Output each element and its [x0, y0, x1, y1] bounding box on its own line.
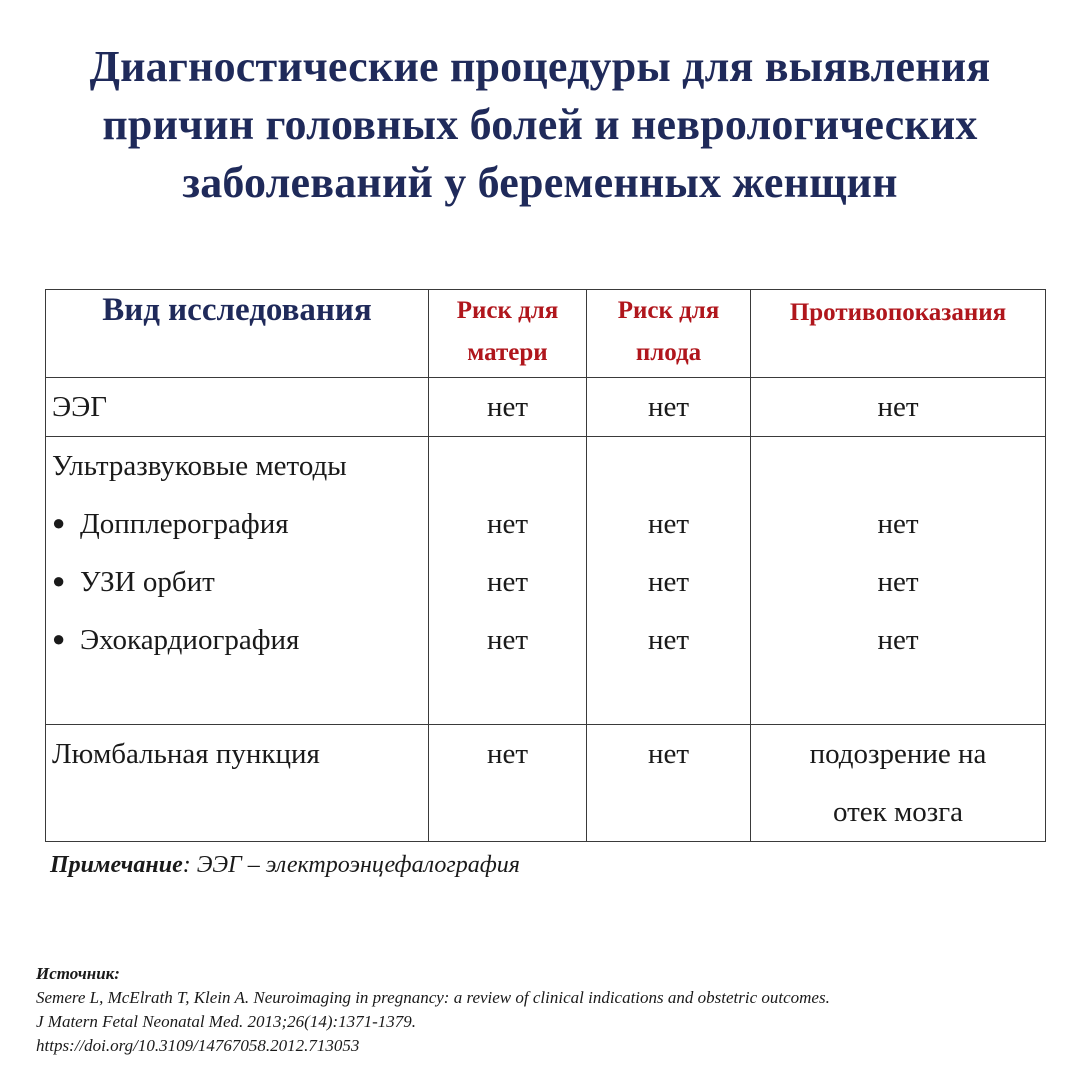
eeg-name: ЭЭГ	[46, 378, 429, 437]
ultrasound-fetus-risk	[587, 437, 751, 725]
header-contraindications: Противопоказания	[751, 290, 1046, 378]
orbit-us-mother-risk: нет	[486, 566, 529, 598]
echo-name: Эхокардиография	[80, 624, 300, 656]
table-row-lumbar	[46, 725, 1046, 842]
echo-fetus-risk: нет	[647, 624, 690, 656]
orbit-us-contra: нет	[877, 566, 919, 598]
lumbar-contraindications	[751, 725, 1046, 842]
lumbar-mother-risk: нет	[429, 725, 587, 842]
lumbar-contra-line1: подозрение на	[809, 738, 987, 770]
source-doi: https://doi.org/10.3109/14767058.2012.713053	[36, 1036, 360, 1055]
eeg-fetus-risk: нет	[587, 378, 751, 437]
echo-mother-risk: нет	[486, 624, 529, 656]
title-line-3: заболеваний у беременных женщин	[182, 158, 898, 207]
header-mother-risk-line2: матери	[467, 339, 548, 366]
header-mother-risk	[429, 290, 587, 378]
ultrasound-mother-risk	[429, 437, 587, 725]
eeg-mother-risk: нет	[429, 378, 587, 437]
ultrasound-group-label: Ультразвуковые методы	[52, 450, 347, 482]
source-label: Источник:	[36, 964, 120, 983]
source-line-1: Semere L, McElrath T, Klein A. Neuroimaging in pregnancy: a review of clinical indications and obstetric outcomes.	[36, 988, 830, 1007]
ultrasound-names	[46, 437, 429, 725]
lumbar-name: Люмбальная пункция	[46, 725, 429, 842]
bullet-icon: ●	[52, 626, 66, 651]
header-fetus-risk	[587, 290, 751, 378]
doppler-mother-risk: нет	[486, 508, 529, 540]
header-fetus-risk-line2: плода	[635, 339, 702, 366]
title-line-1: Диагностические процедуры для выявления	[89, 42, 991, 91]
header-fetus-risk-line1: Риск для	[617, 297, 720, 324]
ultrasound-contraindications	[751, 437, 1046, 725]
title-line-2: причин головных болей и неврологических	[102, 100, 978, 149]
note-text: : ЭЭГ – электроэнцефалография	[182, 852, 520, 878]
echo-contra: нет	[877, 624, 919, 656]
source-line-2: J Matern Fetal Neonatal Med. 2013;26(14):1371-1379.	[36, 1012, 417, 1031]
doppler-contra: нет	[877, 508, 919, 540]
table-row-ultrasound	[46, 437, 1046, 725]
header-study-type: Вид исследования	[46, 290, 429, 378]
note-label: Примечание	[50, 852, 183, 878]
source-citation	[36, 962, 1056, 1058]
page-title	[20, 38, 1060, 212]
bullet-icon: ●	[52, 510, 66, 535]
list-item	[52, 553, 428, 611]
list-item	[52, 495, 428, 553]
table-note	[50, 852, 520, 879]
doppler-fetus-risk: нет	[647, 508, 690, 540]
lumbar-contra-line2: отек мозга	[832, 796, 964, 828]
lumbar-fetus-risk: нет	[587, 725, 751, 842]
table-header-row	[46, 290, 1046, 378]
orbit-us-name: УЗИ орбит	[80, 566, 215, 598]
eeg-contraindications: нет	[751, 378, 1046, 437]
list-item	[52, 611, 428, 669]
doppler-name: Допплерография	[80, 508, 289, 540]
orbit-us-fetus-risk: нет	[647, 566, 690, 598]
header-mother-risk-line1: Риск для	[456, 297, 559, 324]
diagnostics-table	[45, 289, 1046, 842]
table-row-eeg	[46, 378, 1046, 437]
bullet-icon: ●	[52, 568, 66, 593]
